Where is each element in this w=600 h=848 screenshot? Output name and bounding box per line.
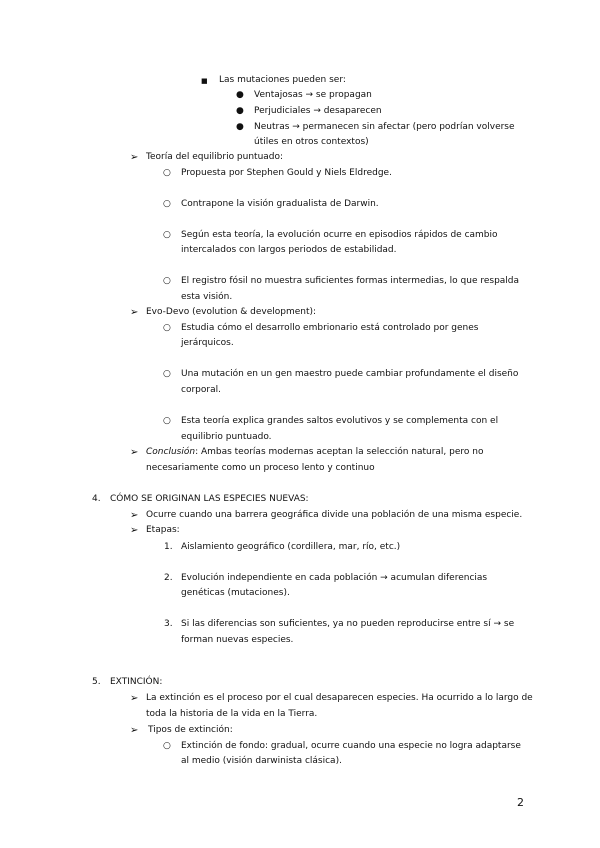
step-number: 3. xyxy=(164,619,173,629)
conclusion-line xyxy=(146,447,483,458)
dot-bullet-icon: ● xyxy=(236,106,244,116)
equilibrio-line: esta visión. xyxy=(181,292,233,302)
equilibrio-title: Teoría del equilibrio puntuado: xyxy=(146,152,284,162)
dot-bullet-icon: ● xyxy=(236,122,244,132)
section4-bullet: Ocurre cuando una barrera geográfica divide una población de una misma especie. xyxy=(146,510,523,520)
arrow-bullet-icon: ➢ xyxy=(130,510,139,521)
square-bullet-icon: ■ xyxy=(201,77,208,85)
circle-bullet-icon: ○ xyxy=(163,416,171,426)
evodevo-line: Esta teoría explica grandes saltos evolutivos y se complementa con el xyxy=(181,416,499,426)
step-number: 2. xyxy=(164,573,173,583)
arrow-bullet-icon: ➢ xyxy=(130,307,139,318)
equilibrio-line: Propuesta por Stephen Gould y Niels Eldredge. xyxy=(181,168,392,178)
fondo-line: Extinción de fondo: gradual, ocurre cuando una especie no logra adaptarse xyxy=(181,741,521,751)
evodevo-line: corporal. xyxy=(181,385,221,395)
section5-title: EXTINCIÓN: xyxy=(110,677,163,687)
circle-bullet-icon: ○ xyxy=(163,741,171,751)
arrow-bullet-icon: ➢ xyxy=(130,447,139,458)
section4-title: CÓMO SE ORIGINAN LAS ESPECIES NUEVAS: xyxy=(110,494,309,504)
equilibrio-line: intercalados con largos periodos de estabilidad. xyxy=(181,245,397,255)
step-line: Evolución independiente en cada población → acumulan diferencias xyxy=(181,573,488,583)
arrow-bullet-icon: ➢ xyxy=(130,725,139,736)
circle-bullet-icon: ○ xyxy=(163,276,171,286)
circle-bullet-icon: ○ xyxy=(163,199,171,209)
conclusion-line2: necesariamente como un proceso lento y continuo xyxy=(146,463,375,473)
section5-bullet: toda la historia de la vida en la Tierra. xyxy=(146,709,318,719)
arrow-bullet-icon: ➢ xyxy=(130,152,139,163)
fondo-line: al medio (visión darwinista clásica). xyxy=(181,756,342,766)
arrow-bullet-icon: ➢ xyxy=(130,693,139,704)
section4-number: 4. xyxy=(92,494,101,504)
circle-bullet-icon: ○ xyxy=(163,369,171,379)
mutaciones-item: Ventajosas → se propagan xyxy=(254,90,372,100)
evodevo-title: Evo-Devo (evolution & development): xyxy=(146,307,317,317)
mutaciones-item: Perjudiciales → desaparecen xyxy=(254,106,382,116)
step-line: forman nuevas especies. xyxy=(181,635,294,645)
equilibrio-line: Según esta teoría, la evolución ocurre en episodios rápidos de cambio xyxy=(181,230,498,240)
mutaciones-item: útiles en otros contextos) xyxy=(254,137,369,147)
section4-etapas: Etapas: xyxy=(146,525,180,535)
dot-bullet-icon: ● xyxy=(236,90,244,100)
arrow-bullet-icon: ➢ xyxy=(130,525,139,536)
section5-bullet: La extinción es el proceso por el cual desaparecen especies. Ha ocurrido a lo largo de xyxy=(146,693,533,703)
step-number: 1. xyxy=(164,542,173,552)
evodevo-line: equilibrio puntuado. xyxy=(181,432,272,442)
conclusion-label: Conclusión xyxy=(146,447,196,457)
step-line: genéticas (mutaciones). xyxy=(181,588,290,598)
equilibrio-line: Contrapone la visión gradualista de Darwin. xyxy=(181,199,379,209)
equilibrio-line: El registro fósil no muestra suficientes formas intermedias, lo que respalda xyxy=(181,276,520,286)
circle-bullet-icon: ○ xyxy=(163,323,171,333)
step-line: Aislamiento geográfico (cordillera, mar, río, etc.) xyxy=(181,542,401,552)
section5-number: 5. xyxy=(92,677,101,687)
step-line: Si las diferencias son suficientes, ya no pueden reproducirse entre sí → se xyxy=(181,619,515,629)
circle-bullet-icon: ○ xyxy=(163,230,171,240)
circle-bullet-icon: ○ xyxy=(163,168,171,178)
evodevo-line: Una mutación en un gen maestro puede cambiar profundamente el diseño xyxy=(181,369,519,379)
mutaciones-title: Las mutaciones pueden ser: xyxy=(219,75,346,85)
section5-tipos: Tipos de extinción: xyxy=(148,725,233,735)
evodevo-line: jerárquicos. xyxy=(181,338,234,348)
evodevo-line: Estudia cómo el desarrollo embrionario está controlado por genes xyxy=(181,323,479,333)
conclusion-text: : Ambas teorías modernas aceptan la selección natural, pero no xyxy=(195,447,484,457)
page-number: 2 xyxy=(517,796,524,809)
mutaciones-item: Neutras → permanecen sin afectar (pero podrían volverse xyxy=(254,122,515,132)
